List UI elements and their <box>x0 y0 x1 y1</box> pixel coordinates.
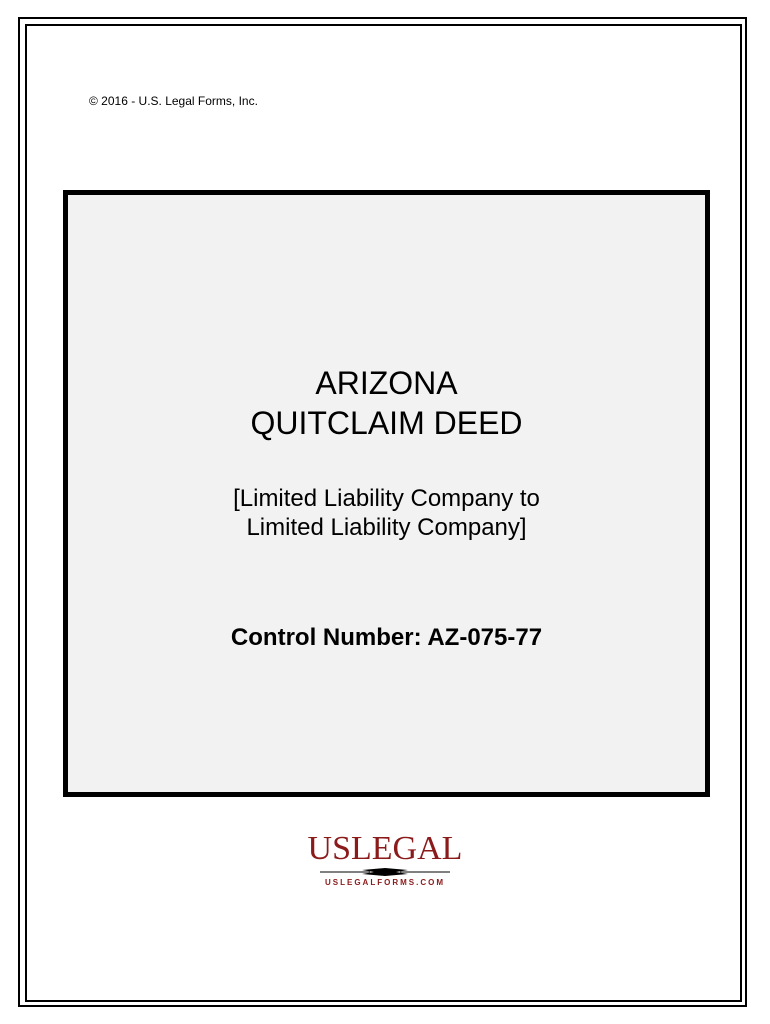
eagle-emblem-icon <box>300 866 470 878</box>
logo-wordmark <box>300 832 470 866</box>
subtitle-line-1: [Limited Liability Company to <box>233 485 540 512</box>
control-number: Control Number: AZ-075-77 <box>230 624 543 651</box>
document-type-title: QUITCLAIM DEED <box>250 405 523 441</box>
logo-brand-text: USLEGAL <box>307 830 463 867</box>
cover-title-box <box>63 190 710 797</box>
logo-url-text: USLEGALFORMS.COM <box>325 878 445 887</box>
subtitle-line-2: Limited Liability Company] <box>246 514 527 541</box>
uslegal-logo <box>300 832 470 892</box>
copyright-notice: © 2016 - U.S. Legal Forms, Inc. <box>89 94 258 108</box>
state-title: ARIZONA <box>315 365 458 401</box>
